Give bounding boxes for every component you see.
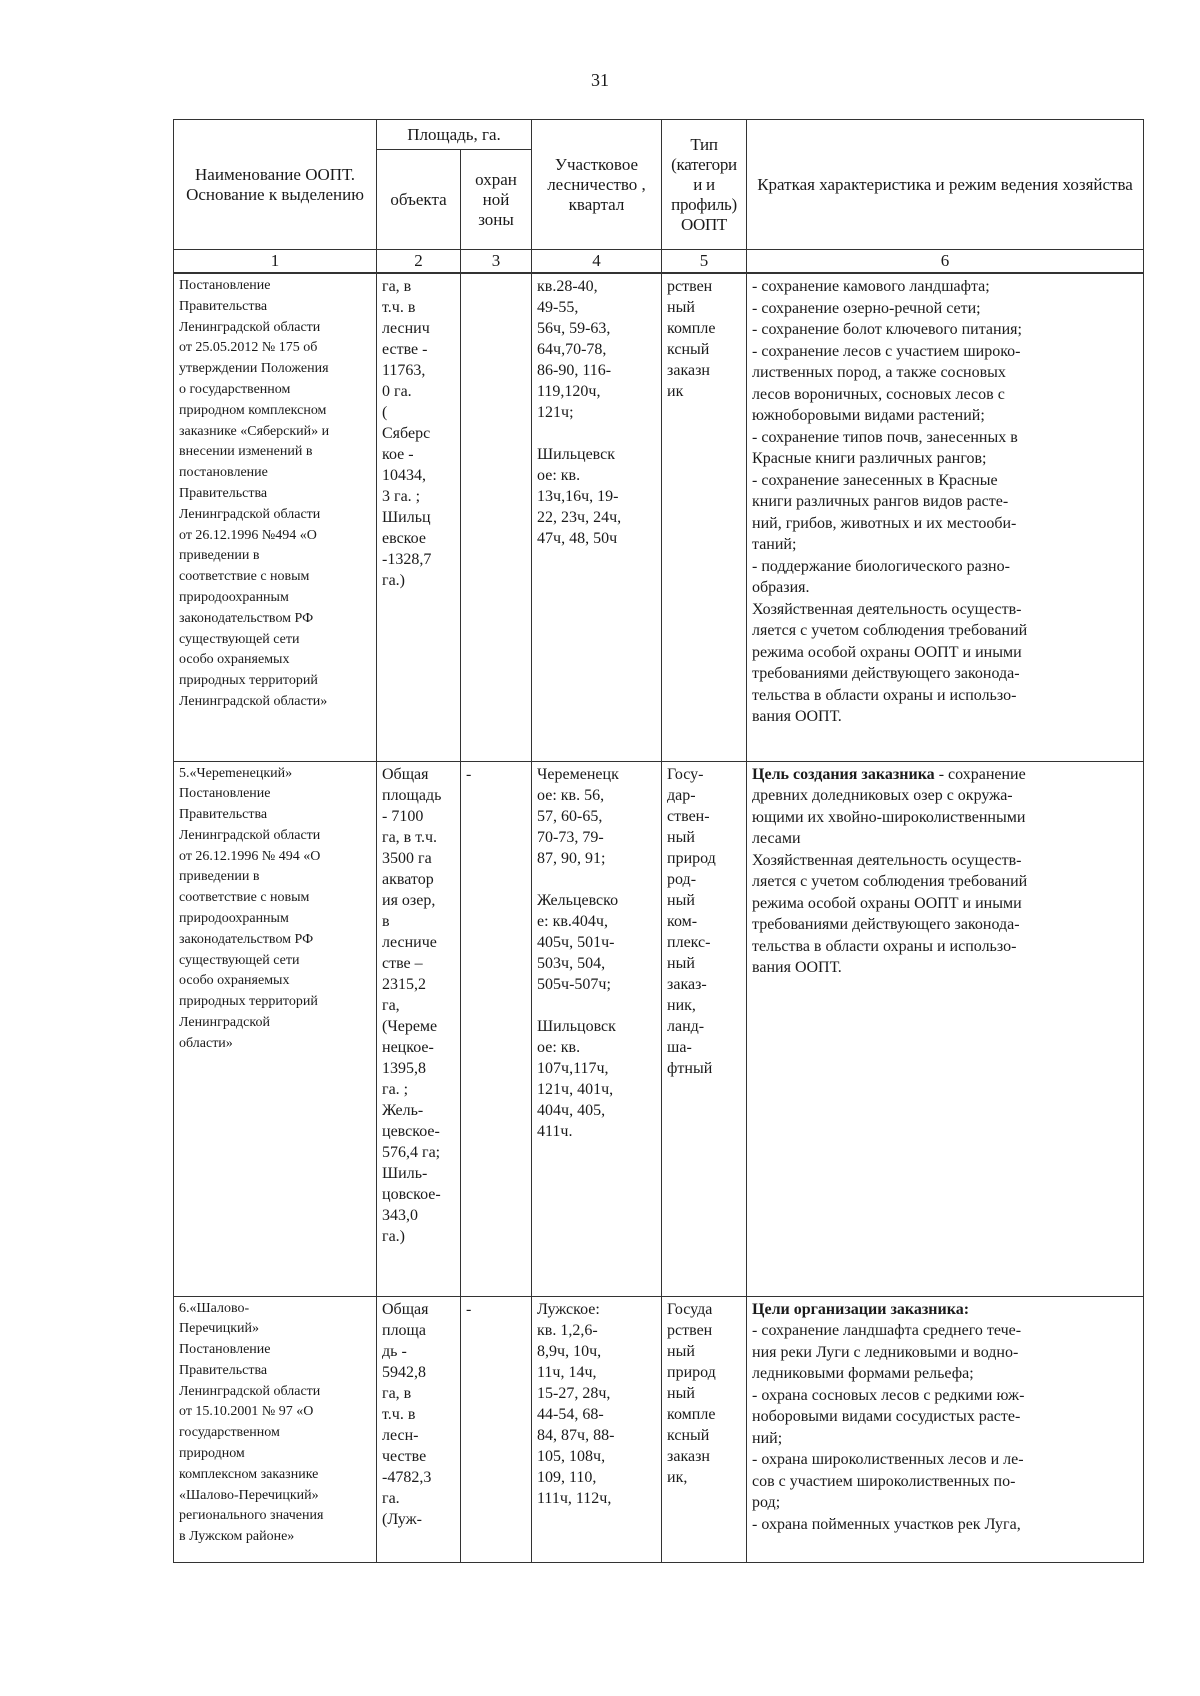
cell-basis: 5.«Черemенецкий» Постановление Правительства Ленинградской области от 26.12.1996 № 494 «О приведении в соответствие с новым природоохранным законодательством РФ существующей сети особо охраняемых природных территорий Ленинградской области» (174, 761, 377, 1296)
cell-characteristic (747, 761, 1144, 1296)
header-name: Наименование ООПТ. Основание к выделению (174, 120, 377, 250)
char-text: - сохранение древних доледниковых озер с окружа- ющими их хвойно-широколиственными лесами Хозяйственная деятельность осуществ- ляется с учетом соблюдения требований режима особой охраны ООПТ и иными требованиями действующего законода- тельства в области охраны и использо- вания ООПТ. (752, 765, 1028, 976)
col-number: 1 (174, 250, 377, 274)
char-text: - сохранение камового ландшафта; - сохранение озерно-речной сети; - сохранение болот ключевого питания; - сохранение лесов с участием широко- лиственных пород, а также сосновых лесов вороничных, сосновых лесов с южноборовыми видами растений; - сохранение типов почв, занесенных в Красные книги различных рангов; - сохранение занесенных в Красные книги различных рангов видов расте- ний, грибов, животных и их местооби- таний; - поддержание биологического разно- образия. Хозяйственная деятельность осуществ- ляется с учетом соблюдения требований режима особой охраны ООПТ и иными требованиями действующего законода- тельства в области охраны и использо- вания ООПТ. (752, 278, 1028, 725)
cell-forestry: Лужское: кв. 1,2,6- 8,9ч, 10ч, 11ч, 14ч, 15-27, 28ч, 44-54, 68- 84, 87ч, 88- 105, 108ч, 109, 110, 111ч, 112ч, (532, 1296, 662, 1562)
char-title: Цели организации заказника: (752, 1300, 970, 1318)
cell-forestry: Череменецк ое: кв. 56, 57, 60-65, 70-73, 79- 87, 90, 91; Жельцевско е: кв.404ч, 405ч, 501ч- 503ч, 504, 505ч-507ч; Шильцовск ое: кв. 107ч,117ч, 121ч, 401ч, 404ч, 405, 411ч. (532, 761, 662, 1296)
header-type: Тип (категори и и профиль) ООПТ (662, 120, 747, 250)
cell-area: га, в т.ч. в леснич естве - 11763, 0 га. ( Сяберс кое - 10434, 3 га. ; Шильц евское -1328,7 га.) (377, 273, 461, 761)
col-number: 4 (532, 250, 662, 274)
header-area-object: объекта (377, 150, 461, 250)
header-forestry: Участковое лесничество , квартал (532, 120, 662, 250)
cell-type: Госу- дар- ствен- ный природ род- ный ком- плекс- ный заказ- ник, ланд- ша- фтный (662, 761, 747, 1296)
cell-basis: 6.«Шалово- Перечицкий» Постановление Правительства Ленинградской области от 15.10.2001 № 97 «О государственном природном комплексном заказнике «Шалово-Перечицкий» регионального значения в Лужском районе» (174, 1296, 377, 1562)
header-area-buffer: охран ной зоны (461, 150, 532, 250)
col-number: 5 (662, 250, 747, 274)
cell-type: рствен ный компле ксный заказн ик (662, 273, 747, 761)
header-area: Площадь, га. (377, 120, 532, 150)
table-row (174, 1296, 1144, 1562)
cell-characteristic (747, 273, 1144, 761)
cell-buffer-area: - (461, 761, 532, 1296)
page-number: 31 (591, 70, 609, 90)
cell-area: Общая площадь - 7100 га, в т.ч. 3500 га акватор ия озер, в лесниче стве – 2315,2 га, (Череме нецкое- 1395,8 га. ; Жель- цевское- 576,4 га; Шиль- цовское- 343,0 га.) (377, 761, 461, 1296)
oopt-table (173, 119, 1144, 1563)
col-number: 6 (747, 250, 1144, 274)
cell-basis: Постановление Правительства Ленинградской области от 25.05.2012 № 175 об утверждении Положения о государственном природном комплексном заказнике «Сяберский» и внесении изменений в постановление Правительства Ленинградской области от 26.12.1996 №494 «О приведении в соответствие с новым природоохранным законодательством РФ существующей сети особо охраняемых природных территорий Ленинградской области» (174, 273, 377, 761)
header-characteristic: Краткая характеристика и режим ведения хозяйства (747, 120, 1144, 250)
cell-area: Общая площа дь - 5942,8 га, в т.ч. в лесн- честве -4782,3 га. (Луж- (377, 1296, 461, 1562)
col-number: 3 (461, 250, 532, 274)
cell-characteristic (747, 1296, 1144, 1562)
column-numbers-row (174, 250, 1144, 274)
cell-type: Госуда рствен ный природ ный компле ксный заказн ик, (662, 1296, 747, 1562)
char-text: - сохранение ландшафта среднего тече- ния реки Луги с ледниковыми и водно- ледниковыми формами рельефа; - охрана сосновых лесов с редкими юж- ноборовыми видами сосудистых расте- ний; - охрана широколиственных лесов и ле- сов с участием широколиственных по- род; - охрана пойменных участков рек Луга, (752, 1322, 1025, 1533)
cell-buffer-area (461, 273, 532, 761)
table-row (174, 761, 1144, 1296)
col-number: 2 (377, 250, 461, 274)
cell-buffer-area: - (461, 1296, 532, 1562)
cell-forestry: кв.28-40, 49-55, 56ч, 59-63, 64ч,70-78, 86-90, 116- 119,120ч, 121ч; Шильцевск ое: кв. 13ч,16ч, 19- 22, 23ч, 24ч, 47ч, 48, 50ч (532, 273, 662, 761)
char-title: Цель создания заказника (752, 765, 935, 783)
table-row (174, 273, 1144, 761)
